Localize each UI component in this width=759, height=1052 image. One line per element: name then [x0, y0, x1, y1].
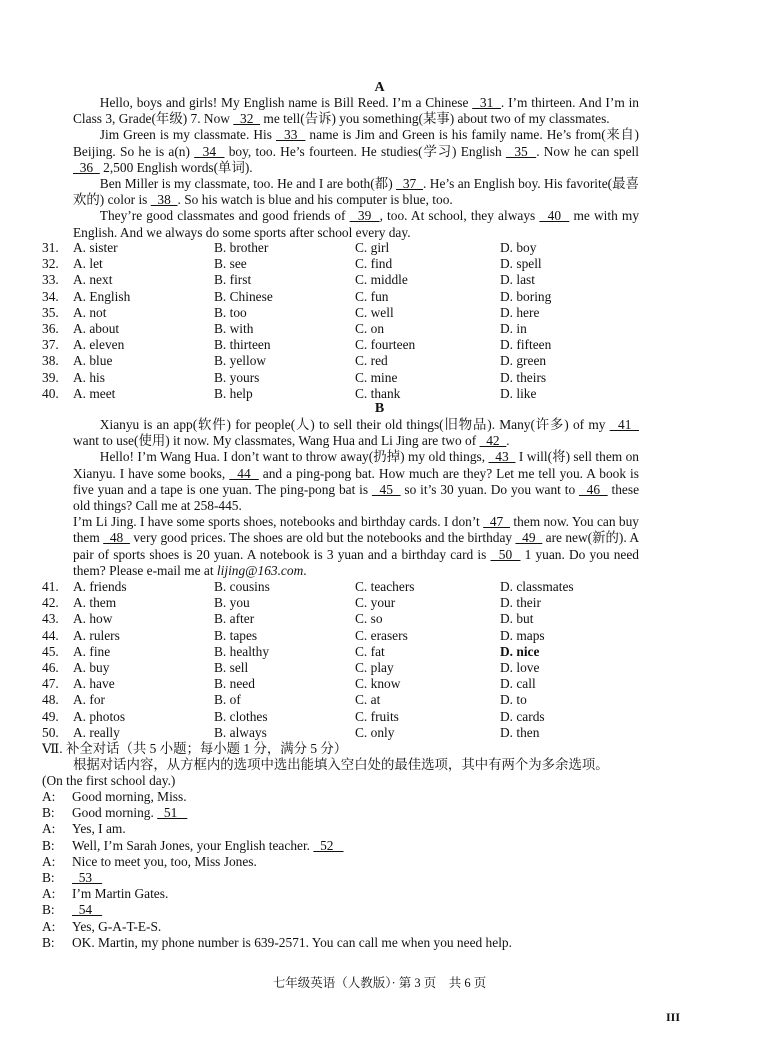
option-d[interactable]: D. boring: [500, 288, 552, 304]
option-c[interactable]: C. play: [355, 659, 394, 675]
option-d[interactable]: D. but: [500, 611, 534, 627]
option-b[interactable]: B. see: [214, 256, 247, 272]
option-b[interactable]: B. help: [214, 385, 253, 401]
option-d[interactable]: D. here: [500, 304, 540, 320]
option-c[interactable]: C. red: [355, 353, 388, 369]
speaker: A:: [42, 853, 56, 869]
option-d[interactable]: D. classmates: [500, 579, 574, 594]
email-address: lijing@163.com: [216, 562, 304, 578]
passage-b-paragraph-1: Xianyu is an app(软件) for people(人) to sell their old things(旧物品). Many(许多) of my 41 want to use(使用) it now. My classmates, Wang Hua and Li Jing are two of 42 .: [73, 417, 639, 449]
passage-a-paragraph-3: Ben Miller is my classmate, too. He and I are both(都) 37 . He’s an English boy. His favorite(最喜欢的) color is 38 . So his watch is blue and his computer is blue, too.: [73, 176, 640, 208]
option-c[interactable]: C. your: [355, 595, 396, 611]
option-a[interactable]: A. friends: [73, 579, 127, 594]
blank-32[interactable]: 32: [233, 111, 261, 127]
blank-47[interactable]: 47: [483, 514, 510, 530]
speaker: B:: [42, 934, 55, 950]
blank-45[interactable]: 45: [371, 481, 401, 497]
dialogue-text: [72, 870, 102, 886]
dialogue-text: Good morning, Miss.: [72, 789, 187, 804]
question-number: 45.: [42, 643, 59, 659]
option-d[interactable]: D. maps: [500, 627, 545, 643]
speaker: B:: [42, 837, 55, 853]
option-c[interactable]: C. fruits: [355, 708, 399, 724]
option-c[interactable]: C. so: [355, 611, 383, 627]
dialogue-text: I’m Martin Gates.: [72, 886, 169, 902]
section-b-title: B: [374, 401, 385, 416]
blank-53[interactable]: 53: [72, 869, 103, 885]
question-number: 36.: [42, 320, 59, 336]
passage-b-paragraph-2: Hello! I’m Wang Hua. I don’t want to throw away(扔掉) my old things, 43 I will(将) sell them on Xianyu. I have some books, 44 and a ping-pong bat. How much are they? Let me tell you. A book is five yuan and a tape is one yuan. The ping-pong bat is 45 so it’s 30 yuan. Do you want to 46 these old things? Call me at 258-445.: [73, 449, 640, 514]
section-7-header: [42, 741, 652, 790]
question-number: 39.: [42, 369, 59, 385]
passage-a-paragraph-4: They’re good classmates and good friends of 39 , too. At school, they always 40 me with my English. And we always do some sports after school every day.: [73, 208, 640, 240]
question-number: 35.: [42, 304, 59, 320]
option-b[interactable]: B. yours: [214, 369, 260, 385]
dialogue-text: Well, I’m Sarah Jones, your English teacher. 52: [72, 837, 344, 853]
option-a[interactable]: A. for: [73, 692, 105, 708]
option-a[interactable]: A. not: [73, 304, 107, 320]
option-b[interactable]: B. brother: [214, 240, 269, 255]
option-d[interactable]: D. to: [500, 692, 527, 708]
dialogue-text: OK. Martin, my phone number is 639-2571. You can call me when you need help.: [72, 934, 512, 950]
passage-a-paragraph-1: Hello, boys and girls! My English name is Bill Reed. I’m a Chinese 31 . I’m thirteen. And I’m in Class 3, Grade(年级) 7. Now 32 me tell(告诉) you something(某事) about two of my classmates.: [73, 95, 639, 127]
option-a[interactable]: A. English: [73, 288, 131, 304]
option-c[interactable]: C. find: [355, 256, 393, 272]
option-d[interactable]: D. their: [500, 595, 541, 611]
option-b[interactable]: B. cousins: [214, 579, 270, 594]
blank-42[interactable]: 42: [479, 433, 507, 449]
blank-36[interactable]: 36: [73, 159, 100, 175]
blank-51[interactable]: 51: [157, 805, 188, 821]
blank-43[interactable]: 43: [488, 449, 516, 465]
question-number: 42.: [42, 595, 59, 611]
option-d[interactable]: D. call: [500, 676, 536, 692]
section-a-title: A: [374, 80, 385, 95]
option-c[interactable]: C. thank: [355, 385, 401, 401]
option-c[interactable]: C. girl: [355, 240, 390, 255]
dialogue-text: Good morning. 51: [72, 805, 188, 821]
dialogue-text: Yes, G-A-T-E-S.: [72, 918, 162, 934]
question-number: 43.: [42, 611, 59, 627]
blank-50[interactable]: 50: [490, 546, 521, 562]
option-a[interactable]: A. buy: [73, 659, 110, 675]
speaker: A:: [42, 821, 56, 837]
blank-41[interactable]: 41: [609, 417, 639, 432]
blank-38[interactable]: 38: [150, 192, 178, 208]
option-d[interactable]: D. nice: [500, 643, 540, 659]
option-c[interactable]: C. erasers: [355, 627, 408, 643]
question-number: 49.: [42, 708, 59, 724]
option-c[interactable]: C. at: [355, 692, 381, 708]
speaker: A:: [42, 918, 56, 934]
option-b[interactable]: B. clothes: [214, 708, 268, 724]
option-a[interactable]: A. eleven: [73, 337, 125, 353]
section-7-instruction: 根据对话内容，从方框内的选项中选出能填入空白处的最佳选项，其中有两个为多余选项。: [73, 757, 609, 773]
option-c[interactable]: C. only: [355, 724, 395, 740]
blank-33[interactable]: 33: [275, 127, 306, 143]
blank-49[interactable]: 49: [515, 530, 543, 546]
option-b[interactable]: B. first: [214, 272, 252, 288]
option-a[interactable]: A. blue: [73, 353, 113, 369]
blank-31[interactable]: 31: [472, 95, 501, 110]
option-c[interactable]: C. teachers: [355, 579, 415, 594]
question-number: 40.: [42, 385, 59, 401]
option-c[interactable]: C. fun: [355, 288, 389, 304]
option-b[interactable]: B. Chinese: [214, 288, 273, 304]
option-c[interactable]: C. well: [355, 304, 394, 320]
option-d[interactable]: D. fifteen: [500, 337, 552, 353]
passage-a-paragraph-2: Jim Green is my classmate. His 33 name is Jim and Green is his family name. He’s from(来自) Beijing. So he is a(n) 34 boy, too. He’s fourteen. He studies(学习) English 35 . Now he can spell 36 2,500 English words(单词).: [73, 127, 639, 175]
blank-40[interactable]: 40: [539, 208, 570, 224]
dialogue-text: [72, 902, 102, 918]
blank-37[interactable]: 37: [396, 176, 424, 192]
option-d[interactable]: D. love: [500, 659, 540, 675]
question-number: 37.: [42, 337, 59, 353]
dialogue-context: (On the first school day.): [42, 773, 176, 789]
option-d[interactable]: D. then: [500, 724, 540, 740]
question-number: 31.: [42, 240, 59, 255]
option-b[interactable]: B. sell: [214, 659, 249, 675]
section-7-heading: Ⅶ. 补全对话（共 5 小题；每小题 1 分，满分 5 分）: [42, 741, 348, 756]
option-b[interactable]: B. tapes: [214, 627, 258, 643]
question-number: 33.: [42, 272, 59, 288]
option-d[interactable]: D. cards: [500, 708, 545, 724]
option-b[interactable]: B. always: [214, 724, 267, 740]
question-number: 38.: [42, 353, 59, 369]
option-a[interactable]: A. how: [73, 611, 113, 627]
option-a[interactable]: A. about: [73, 320, 120, 336]
option-a[interactable]: A. sister: [73, 240, 118, 255]
option-c[interactable]: C. fat: [355, 643, 385, 659]
option-d[interactable]: D. spell: [500, 256, 542, 272]
option-b[interactable]: B. yellow: [214, 353, 267, 369]
speaker: B:: [42, 805, 55, 821]
dialogue-text: Yes, I am.: [72, 821, 126, 837]
option-a[interactable]: A. fine: [73, 643, 111, 659]
option-d[interactable]: D. green: [500, 353, 547, 369]
speaker: B:: [42, 902, 55, 918]
blank-39[interactable]: 39: [349, 208, 380, 224]
question-number: 32.: [42, 256, 59, 272]
option-c[interactable]: C. fourteen: [355, 337, 416, 353]
question-number: 41.: [42, 579, 59, 594]
blank-48[interactable]: 48: [103, 530, 130, 546]
option-d[interactable]: D. last: [500, 272, 535, 288]
option-b[interactable]: B. you: [214, 595, 250, 611]
option-d[interactable]: D. theirs: [500, 369, 547, 385]
option-c[interactable]: C. mine: [355, 369, 398, 385]
speaker: A:: [42, 789, 56, 804]
question-number: 50.: [42, 724, 59, 740]
option-c[interactable]: C. know: [355, 676, 401, 692]
question-number: 47.: [42, 676, 59, 692]
option-b[interactable]: B. thirteen: [214, 337, 271, 353]
option-c[interactable]: C. on: [355, 320, 385, 336]
option-a[interactable]: A. really: [73, 724, 120, 740]
option-b[interactable]: B. after: [214, 611, 255, 627]
speaker: A:: [42, 886, 56, 902]
option-d[interactable]: D. boy: [500, 240, 537, 255]
blank-52[interactable]: 52: [313, 837, 344, 853]
speaker: B:: [42, 869, 55, 885]
page-roman-numeral: III: [666, 1010, 681, 1024]
blank-54[interactable]: 54: [72, 902, 103, 918]
question-number: 34.: [42, 288, 59, 304]
option-a[interactable]: A. meet: [73, 385, 116, 401]
page-footer: 七年级英语（人教版）· 第 3 页 共 6 页: [272, 976, 487, 990]
blank-34[interactable]: 34: [194, 143, 225, 159]
blank-44[interactable]: 44: [229, 465, 259, 481]
dialogue-text: Nice to meet you, too, Miss Jones.: [72, 853, 257, 869]
option-a[interactable]: A. next: [73, 272, 113, 288]
option-a[interactable]: A. rulers: [73, 627, 120, 643]
option-a[interactable]: A. photos: [73, 708, 126, 724]
question-number: 46.: [42, 659, 59, 675]
option-b[interactable]: B. of: [214, 692, 241, 708]
option-a[interactable]: A. them: [73, 595, 117, 611]
section-b-passage: [73, 417, 639, 579]
option-b[interactable]: B. healthy: [214, 643, 270, 659]
option-a[interactable]: A. his: [73, 369, 105, 385]
option-a[interactable]: A. let: [73, 256, 103, 272]
option-c[interactable]: C. middle: [355, 272, 408, 288]
option-b[interactable]: B. with: [214, 320, 254, 336]
section-a-passage: [73, 95, 639, 241]
question-number: 44.: [42, 627, 59, 643]
passage-b-paragraph-3: I’m Li Jing. I have some sports shoes, notebooks and birthday cards. I don’t 47 them now. You can buy them 48 very good prices. The shoes are old but the notebooks and the birthday 49 are new(新的). A pair of sports shoes is 20 yuan. A notebook is 3 yuan and a birthday card is 50 1 yuan. Do you need them? Please e-mail me at lijing@163.com.: [73, 514, 640, 578]
question-number: 48.: [42, 692, 59, 708]
blank-46[interactable]: 46: [578, 481, 608, 497]
option-a[interactable]: A. have: [73, 676, 115, 692]
option-b[interactable]: B. too: [214, 304, 247, 320]
option-b[interactable]: B. need: [214, 676, 255, 692]
blank-35[interactable]: 35: [505, 143, 537, 159]
option-d[interactable]: D. in: [500, 320, 527, 336]
option-d[interactable]: D. like: [500, 385, 537, 401]
